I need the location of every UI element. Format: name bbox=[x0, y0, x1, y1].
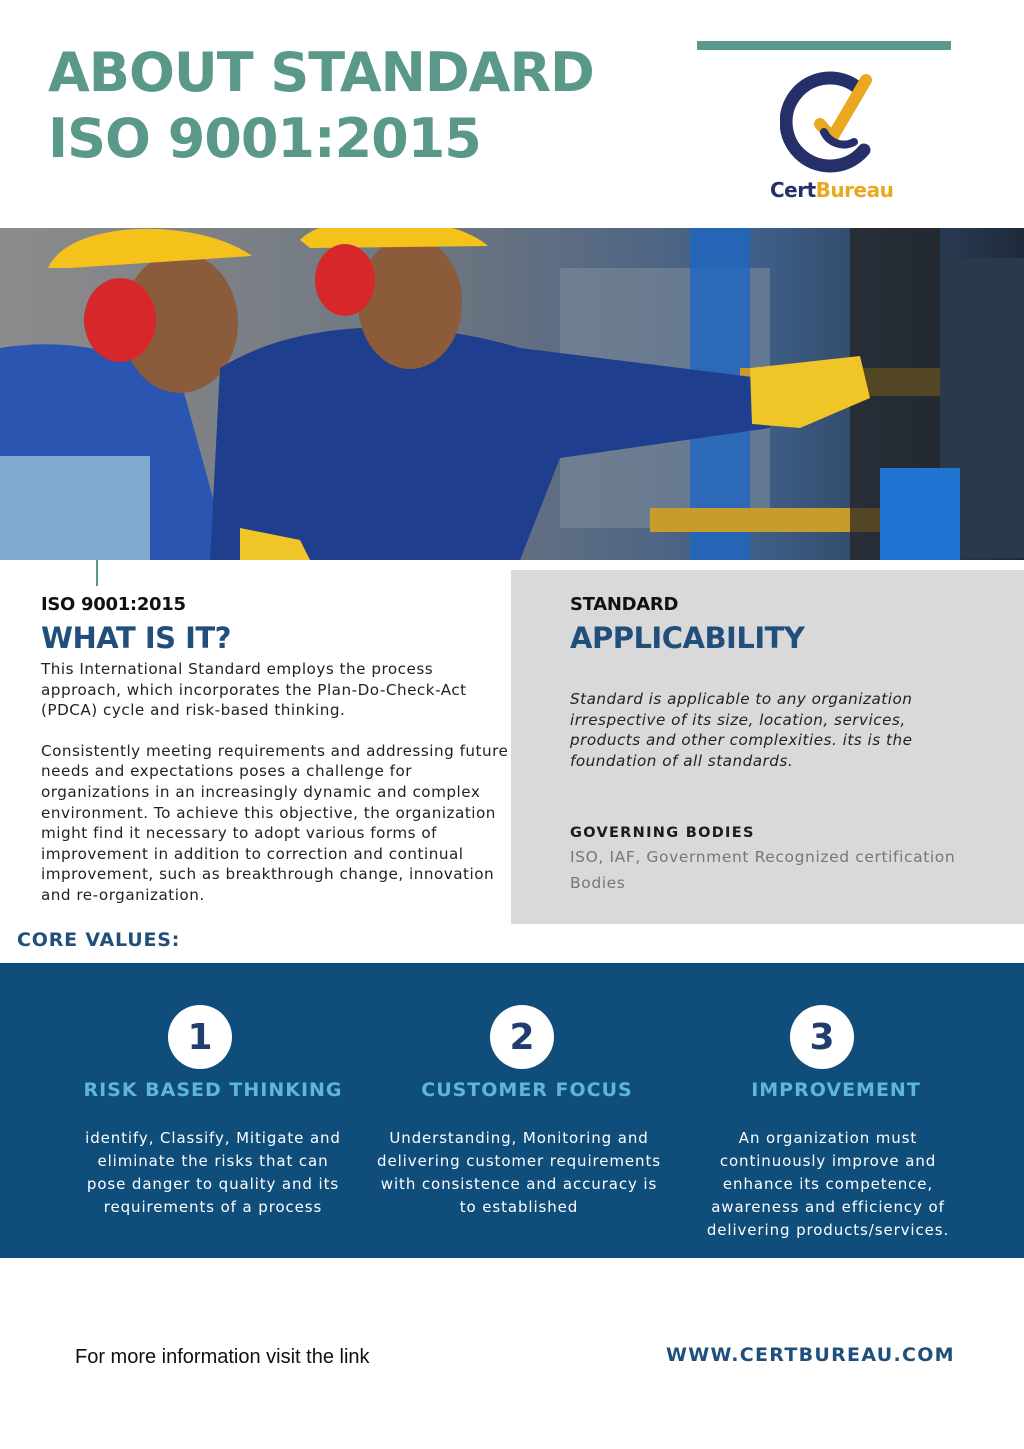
core-values-band bbox=[0, 963, 1024, 1258]
what-is-it-title: WHAT IS IT? bbox=[41, 621, 231, 655]
governing-bodies-text: ISO, IAF, Government Recognized certification Bodies bbox=[570, 848, 956, 892]
governing-bodies-title: GOVERNING BODIES bbox=[570, 825, 755, 841]
applicability-title: APPLICABILITY bbox=[570, 621, 805, 655]
applicability-eyebrow: STANDARD bbox=[570, 594, 679, 615]
page-title-line2: ISO 9001:2015 bbox=[48, 107, 481, 170]
core-value-text-1: identify, Classify, Mitigate and eliminate the risks that can pose danger to quality and its requirements of a process bbox=[85, 1129, 341, 1216]
core-value-title-1: RISK BASED THINKING bbox=[83, 1079, 343, 1101]
hero-photo bbox=[0, 228, 1024, 560]
logo-wordmark-bureau: Bureau bbox=[815, 178, 894, 202]
header-accent-bar bbox=[697, 41, 951, 50]
core-value-text-3: An organization must continuously improve and enhance its competence, awareness and efficiency of delivering products/services. bbox=[706, 1129, 950, 1239]
what-is-it-section bbox=[41, 594, 511, 906]
logo-wordmark bbox=[770, 178, 893, 202]
core-value-number-1: 1 bbox=[168, 1005, 232, 1069]
industrial-workers-photo bbox=[0, 228, 1024, 560]
core-value-number-3: 3 bbox=[790, 1005, 854, 1069]
core-value-number-2: 2 bbox=[490, 1005, 554, 1069]
website-link[interactable]: WWW.CERTBUREAU.COM bbox=[666, 1344, 955, 1366]
logo-wordmark-cert: Cert bbox=[770, 178, 816, 202]
page-title-line1: ABOUT STANDARD bbox=[48, 41, 594, 104]
check-badge-icon bbox=[780, 66, 890, 176]
what-is-it-paragraph-2: Consistently meeting requirements and addressing future needs and expectations poses a challenge for organizations in an increasingly dynamic and complex environment. To achieve this objective, the organization might find it necessary to adopt various forms of improvement in addition to correction and continual improvement, such as breakthrough change, innovation and re-organization. bbox=[41, 741, 509, 904]
certbureau-logo bbox=[760, 62, 910, 212]
what-is-it-paragraph-1: This International Standard employs the process approach, which incorporates the Plan-Do-Check-Act (PDCA) cycle and risk-based thinking. bbox=[41, 660, 467, 720]
core-value-title-3: IMPROVEMENT bbox=[751, 1079, 921, 1101]
footer-info-text: For more information visit the link bbox=[75, 1346, 370, 1368]
core-value-text-2: Understanding, Monitoring and delivering customer requirements with consistence and accuracy is to established bbox=[377, 1129, 661, 1216]
applicability-panel bbox=[511, 570, 1024, 924]
applicability-text: Standard is applicable to any organization irrespective of its size, location, services, products and other complexities. its is the foundation of all standards. bbox=[570, 690, 913, 770]
page-title bbox=[48, 40, 594, 172]
core-values-heading: CORE VALUES: bbox=[17, 929, 181, 951]
core-value-title-2: CUSTOMER FOCUS bbox=[421, 1079, 633, 1101]
hero-divider-tick bbox=[96, 560, 98, 586]
what-is-it-eyebrow: ISO 9001:2015 bbox=[41, 594, 186, 615]
